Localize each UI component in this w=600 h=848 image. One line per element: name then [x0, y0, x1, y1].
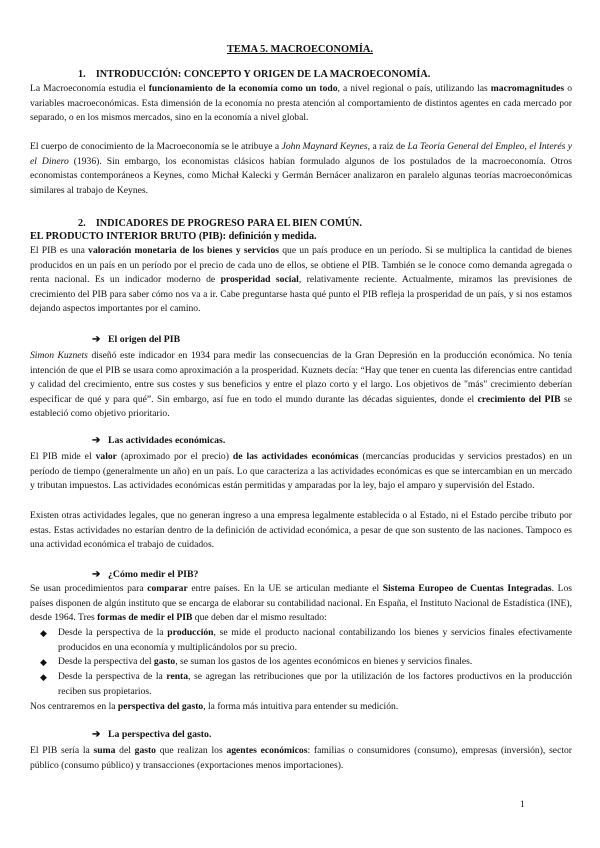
list-item-produccion: Desde la perspectiva de la producción, se mide el producto nacional contabilizando los bienes y servicios finales efectivamente producidos en una economía y multiplicándolos por su precio.	[58, 627, 572, 653]
page-number: 1	[520, 799, 525, 810]
arrow-right-icon: ➔	[92, 569, 101, 580]
section-2-heading	[78, 218, 362, 229]
medir-heading: ➔ ¿Cómo medir el PIB?	[92, 569, 199, 580]
section-2-title: INDICADORES DE PROGRESO PARA EL BIEN COMÚN.	[95, 218, 362, 229]
intro-paragraph-1: La Macroeconomía estudia el funcionamiento de la economía como un todo, a nivel regional o país, utilizando las macromagnitudes o variables macroeconómicas. Esta dimensión de la economía no presta atención al comportamiento de distintos agentes en cada mercado por separado, o en los mismos mercados, sino en la economía a nivel global.	[30, 83, 572, 124]
diamond-bullet-icon: ◆	[40, 628, 47, 638]
section-1-title: INTRODUCCIÓN: CONCEPTO Y ORIGEN DE LA MACROECONOMÍA.	[95, 69, 431, 80]
diamond-bullet-icon: ◆	[40, 657, 47, 667]
origen-heading: ➔ El origen del PIB	[92, 334, 181, 345]
gasto-heading: ➔ La perspectiva del gasto.	[92, 729, 212, 740]
medir-paragraph: Se usan procedimientos para comparar entre países. En la UE se articulan mediante el Sistema Europeo de Cuentas Integradas. Los países disponen de algún instituto que se encarga de elaborar su contabilidad nacional. En España, el Instituto Nacional de Estadística (INE), desde 1964. Tres formas de medir el PIB que deben dar el mismo resultado:	[30, 583, 572, 624]
document-title: TEMA 5. MACROECONOMÍA.	[226, 44, 374, 55]
actividades-paragraph-1: El PIB mide el valor (aproximado por el precio) de las actividades económicas (mercancías producidas y servicios prestados) en un período de tiempo (generalmente un año) en un país. Lo que caracteriza a las actividades económicas es que se intercambian en un mercado y tributan impuestos. Las actividades económicas están permitidas y amparadas por la ley, bajo el amparo y supervisión del Estado.	[30, 451, 572, 492]
pib-definition-paragraph: El PIB es una valoración monetaria de los bienes y servicios que un país produce en un período. Si se multiplica la cantidad de bienes producidos en un país en un período por el precio de cada uno de ellos, se obtiene el PIB. También se le conoce como demanda agregada o renta nacional. Es un indicador moderno de prosperidad social, relativamente reciente. Actualmente, miramos las previsiones de crecimiento del PIB para saber cómo nos va a ir. Cabe preguntarse hasta qué punto el PIB refleja la prosperidad de un país, y si nos estamos dejando aspectos importantes por el camino.	[30, 245, 572, 315]
intro-paragraph-2: El cuerpo de conocimiento de la Macroeconomía se le atribuye a John Maynard Keynes, a raíz de La Teoría General del Empleo, el Interés y el Dinero (1936). Sin embargo, los economistas clásicos habían formulado algunos de los postulados de la macroeconomía. Otros economistas contemporáneos a Keynes, como Michał Kalecki y Germán Bernácer analizaron en paralelo algunas teorías macroeconómicas similares al trabajo de Keynes.	[30, 141, 573, 196]
arrow-right-icon: ➔	[92, 729, 101, 740]
section-2-number: 2.	[78, 218, 86, 229]
list-item-renta: Desde la perspectiva de la renta, se agregan las retribuciones que por la utilización de los factores productivos en la producción reciben sus propietarios.	[58, 671, 572, 697]
arrow-right-icon: ➔	[92, 334, 101, 345]
medir-conclusion: Nos centraremos en la perspectiva del gasto, la forma más intuitiva para entender su medición.	[30, 701, 399, 712]
actividades-paragraph-2: Existen otras actividades legales, que no generan ingreso a una empresa legalmente establecida o al Estado, ni el Estado percibe tributo por estas. Estas actividades no estarían dentro de la definición de actividad económica, a pesar de que son sustento de las naciones. Tampoco es una actividad económica el trabajo de cuidados.	[30, 510, 572, 551]
gasto-paragraph: El PIB sería la suma del gasto que realizan los agentes económicos: familias o consumidores (consumo), empresas (inversión), sector público (consumo público) y transacciones (exportaciones menos importaciones).	[30, 745, 572, 771]
arrow-right-icon: ➔	[92, 435, 101, 446]
list-item-gasto: Desde la perspectiva del gasto, se suman los gastos de los agentes económicos en bienes y servicios finales.	[58, 656, 473, 667]
diamond-bullet-icon: ◆	[40, 672, 47, 682]
section-1-heading	[78, 69, 430, 80]
origen-paragraph: Simon Kuznets diseñó este indicador en 1934 para medir las consecuencias de la Gran Depresión en la producción económica. No tenía intención de que el PIB se usara como aproximación a la prosperidad. Kuznets decía: “Hay que tener en cuenta las diferencias entre cantidad y calidad del crecimiento, entre sus costes y sus beneficios y entre el plazo corto y el largo. Los objetivos de "más" crecimiento deberían especificar de qué y para qué”. Sin embargo, así fue en todo el mundo durante las décadas siguientes, donde el crecimiento del PIB se estableció como objetivo prioritario.	[30, 350, 572, 420]
section-1-number: 1.	[78, 69, 86, 80]
pib-subheading: EL PRODUCTO INTERIOR BRUTO (PIB): definición y medida.	[30, 231, 317, 242]
actividades-heading: ➔ Las actividades económicas.	[92, 435, 226, 446]
